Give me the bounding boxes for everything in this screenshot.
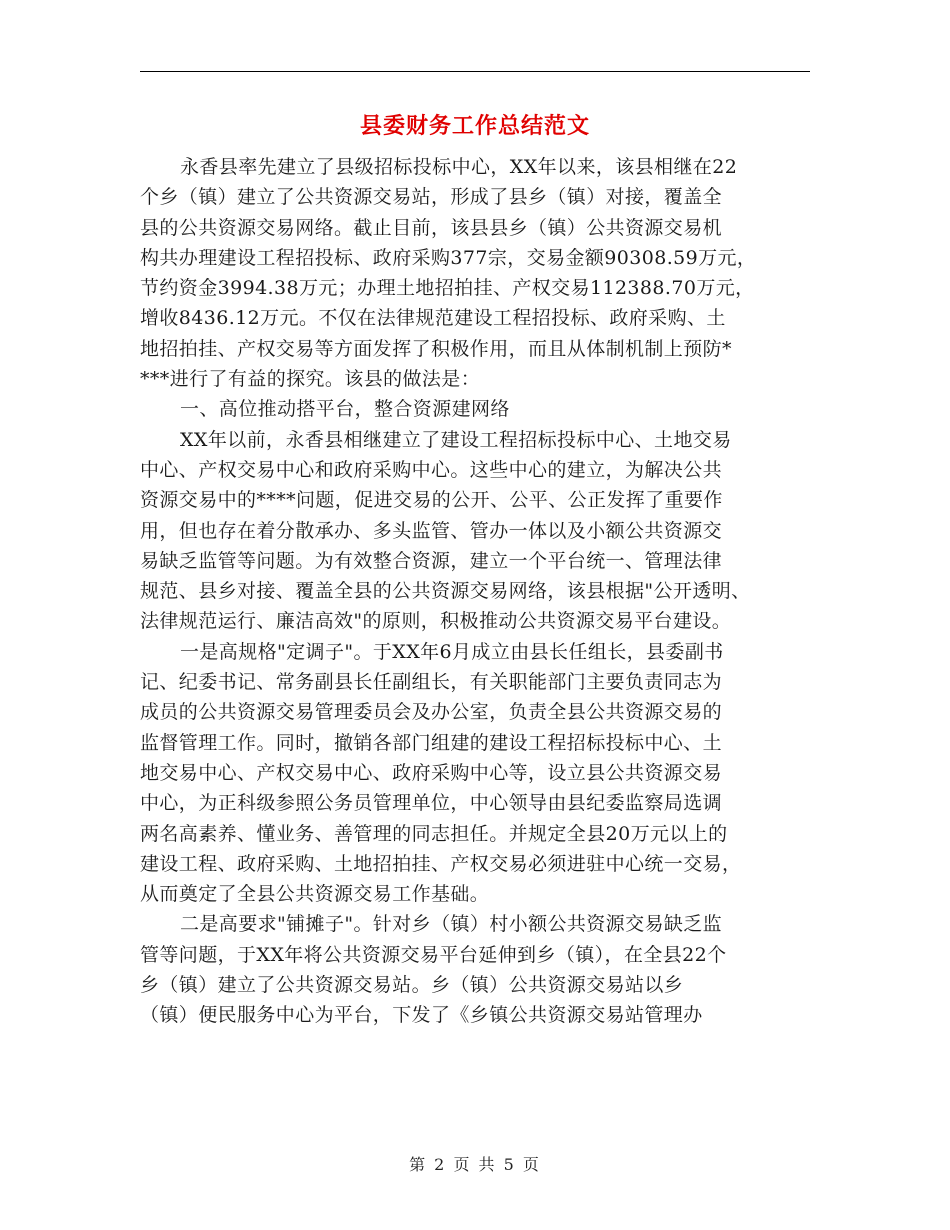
body-line: 记、纪委书记、常务副县长任副组长，有关职能部门主要负责同志为 xyxy=(140,671,723,694)
body-line: 县的公共资源交易网络。截止目前，该县县乡（镇）公共资源交易机 xyxy=(140,216,723,239)
body-line: XX年以前，永香县相继建立了建设工程招标投标中心、土地交易 xyxy=(180,428,732,451)
document-body xyxy=(140,152,812,1031)
body-line: 节约资金3994.38万元；办理土地招拍挂、产权交易112388.70万元， xyxy=(140,277,755,300)
body-line: 一是高规格"定调子"。于XX年6月成立由县长任组长，县委副书 xyxy=(180,640,724,663)
body-line: 中心，为正科级参照公务员管理单位，中心领导由县纪委监察局选调 xyxy=(140,792,723,815)
body-line: 用，但也存在着分散承办、多头监管、管办一体以及小额公共资源交 xyxy=(140,519,723,542)
document-title: 县委财务工作总结范文 xyxy=(359,113,590,139)
body-line: 构共办理建设工程招投标、政府采购377宗，交易金额90308.59万元， xyxy=(140,246,757,269)
body-line: 地交易中心、产权交易中心、政府采购中心等，设立县公共资源交易 xyxy=(140,761,723,784)
header-rule xyxy=(140,71,810,72)
section-heading: 一、高位推动搭平台，整合资源建网络 xyxy=(180,398,510,421)
page-number-footer: 第 2 页 共 5 页 xyxy=(409,1155,541,1174)
body-line: 资源交易中的****问题，促进交易的公开、公平、公正发挥了重要作 xyxy=(140,489,723,512)
body-line: 二是高要求"铺摊子"。针对乡（镇）村小额公共资源交易缺乏监 xyxy=(180,913,723,936)
body-line: 管等问题，于XX年将公共资源交易平台延伸到乡（镇），在全县22个 xyxy=(140,943,727,966)
body-line: 永香县率先建立了县级招标投标中心，XX年以来，该县相继在22 xyxy=(180,156,738,178)
body-line: 规范、县乡对接、覆盖全县的公共资源交易网络，该县根据"公开透明、 xyxy=(140,580,751,603)
body-line: 个乡（镇）建立了公共资源交易站，形成了县乡（镇）对接，覆盖全 xyxy=(140,186,723,209)
body-line: 监督管理工作。同时，撤销各部门组建的建设工程招标投标中心、土 xyxy=(140,731,723,754)
body-line: 法律规范运行、廉洁高效"的原则，积极推动公共资源交易平台建设。 xyxy=(140,610,732,633)
body-line: 成员的公共资源交易管理委员会及办公室，负责全县公共资源交易的 xyxy=(140,701,723,724)
body-line: 中心、产权交易中心和政府采购中心。这些中心的建立，为解决公共 xyxy=(140,458,723,481)
body-line: 两名高素养、懂业务、善管理的同志担任。并规定全县20万元以上的 xyxy=(140,822,728,845)
body-line: 易缺乏监管等问题。为有效整合资源，建立一个平台统一、管理法律 xyxy=(140,549,723,572)
body-line: 地招拍挂、产权交易等方面发挥了积极作用，而且从体制机制上预防* xyxy=(140,337,732,360)
body-line: ***进行了有益的探究。该县的做法是： xyxy=(140,368,481,391)
body-line: 建设工程、政府采购、土地招拍挂、产权交易必须进驻中心统一交易， xyxy=(140,852,742,875)
body-line: 增收8436.12万元。不仅在法律规范建设工程招投标、政府采购、土 xyxy=(140,307,726,330)
body-line: （镇）便民服务中心为平台，下发了《乡镇公共资源交易站管理办 xyxy=(140,1004,703,1027)
body-line: 乡（镇）建立了公共资源交易站。乡（镇）公共资源交易站以乡 xyxy=(140,974,684,997)
body-line: 从而奠定了全县公共资源交易工作基础。 xyxy=(140,883,490,906)
